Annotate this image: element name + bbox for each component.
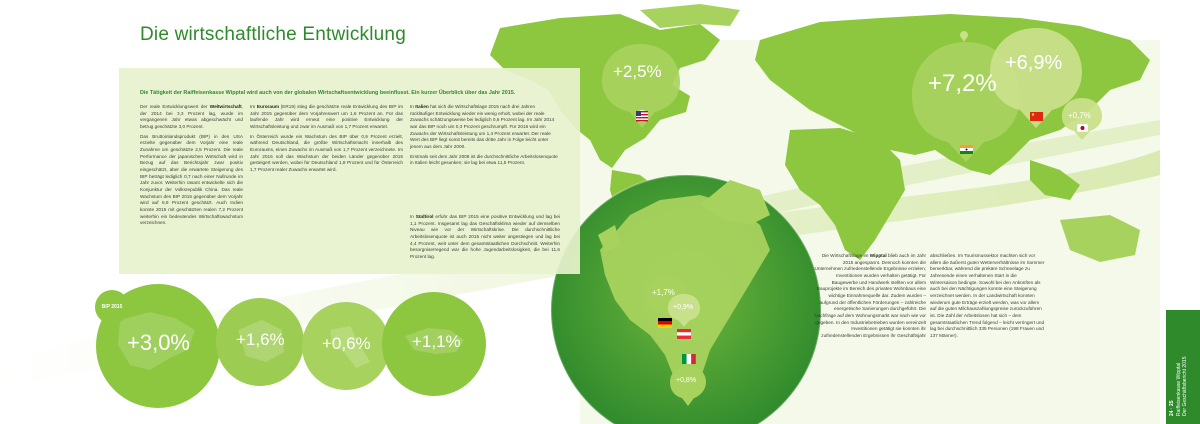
region-value-italy: +0,6% <box>322 334 371 353</box>
paragraph: Das Bruttoinlandsprodukt (BIP) in den USA erzielte gegenüber dem Vorjahr eine reale Zunahme um geschätzte 2,5 Prozent. Die reale Performance der japanischen Wirtschaft wird in Bezug auf das Berichtsjahr zwar positiv eingeschätzt, aber die erwartete Steigerung des BIP beträgt lediglich 0,7 nach einer Nullrunde im Jahr zuvor. Weiterhin rasant entwickelte sich die Konjunktur der Volksrepublik China. Das reale Wachstum des BIP 2015 gegenüber dem Vorjahr wird auf 6,9 Prozent geschätzt. Auch Indien konnte 2015 mit geschätzten realen 7,2 Prozent weiterhin ein bedeutendes Wirtschaftswachstum verzeichnen. <box>140 133 243 226</box>
report-subtitle: Der Geschäftsbericht 2015 <box>1182 356 1188 416</box>
text-column-euroraum <box>250 104 403 177</box>
paragraph: In Italien hat sich die Wirtschaftslage 2015 nach drei Jahren rückläufiger Entwicklung wieder ein wenig erholt, wobei der reale Zuwachs schätzungsweise bei lediglich 0,6 Prozent lag. Im Jahr 2014 war das BIP noch um 0,3 Prozent geschrumpft. Für 2016 wird ein Zuwachs der Wirtschaftsleistung um 1,4 Prozent erwartet. Der reale Wert des BIP liegt somit bereits das dritte Jahr in Folge leicht unter jenem aus dem Jahr 2000. <box>410 104 555 150</box>
region-value-euroraum: +1,6% <box>236 330 285 349</box>
report-name: Raiffeisenkasse Wipptal <box>1175 362 1182 416</box>
bubble-value-japan: +0,7% <box>1068 111 1091 120</box>
text-column-world <box>140 104 243 230</box>
legend-label: BIP 2015 <box>969 32 990 38</box>
bubble-value-germany: +1,7% <box>652 288 675 297</box>
region-value-world: +3,0% <box>127 330 190 355</box>
side-tab-text <box>1169 316 1189 416</box>
bubble-value-austria: +0,9% <box>673 304 694 311</box>
paragraph: Die Wirtschaftslage im Wipptal blieb auch im Jahr 2015 angespannt. Dennoch konnten die Unternehmen zufriedenstellende Ergebnisse erzielen; Investitionen wurden verhalten getätigt. Für Baugewerbe und Handwerk stellten vor allem Bauprojekte im Bereich des privaten Wohnbaus eine wichtige Einnahmequelle dar. Zudem wurden – aufgrund der öffentlichen Förderungen – zahlreiche energetische Sanierungen durchgeführt. Die Nachfrage auf dem Wohnungsmarkt war nach wie vor gegeben. In den Industriebetrieben wurden vereinzelt Investitionen getätigt sie konnten ihr zufriedenstellenden Ergebnissen ihr Geschäftsjahr <box>814 253 926 339</box>
text-column-wipptal-continued <box>930 253 1045 343</box>
region-value-suedtirol: +1,1% <box>412 332 461 351</box>
us-flag-icon <box>636 110 648 122</box>
at-flag-icon <box>677 329 691 339</box>
bubble-value-usa: +2,5% <box>613 62 662 81</box>
paragraph: In Österreich wurde ein Wachstum des BIP über 0,9 Prozent erzielt, während Deutschland, die größte Wirtschaftsmacht innerhalb des Euroraums, einen Zuwachs im Ausmaß von 1,7 Prozent verzeichnete. Im Jahr 2016 soll das Wachstum der beiden Länder gegenüber 2015 gesteigert werden, wobei für Deutschland 1,8 Prozent und für Österreich 1,7 Prozent realer Zuwachs erwartet wird. <box>250 133 403 173</box>
bubble-value-china: +6,9% <box>1005 52 1063 74</box>
side-tab <box>1166 310 1200 424</box>
paragraph: abschließen. Im Tourismussektor machten sich vor allem die äußerst guten Wetterverhältnisse im Sommer bemerkbar, während die prekäre Schneelage zu Jahresende einen verhaltenen Start in die Wintersaison bedingte. Sowohl bei den Ankünften als auch bei den Nächtigungen konnte eine Steigerung verzeichnet werden. In der Landwirtschaft konnten wiederum gute Erträge erzielt werden, was vor allem auf die guten Milchauszahlungspreise zurückzuführen ist. Die Zahl der Arbeitslosen hat sich – dem gesamtstaatlichen Trend folgend – leicht verringert und lag bei durchschnittlich 335 Personen (198 Frauen und 137 Männer). <box>930 253 1045 339</box>
paragraph: In Südtirol erfuhr das BIP 2015 eine positive Entwicklung und lag bei 1,1 Prozent. Insgesamt lag das Geschäftsklima wieder auf demselben Niveau wie vor der Wirtschaftskrise. Die durchschnittliche Arbeitslosenquote ist auch 2015 nicht weiter angestiegen und lag bei 4,4 Prozent, weit unter dem gesamtstaatlichen Durchschnitt. Weiterhin besorgniserregend war die hohe Jugendarbeitslosigkeit, die bei 11,6 Prozent lag. <box>410 214 560 260</box>
greenland-shape <box>640 4 740 28</box>
page-numbers: 24 · 25 <box>1169 400 1175 416</box>
cn-flag-icon <box>1030 112 1043 121</box>
text-column-wipptal <box>814 253 926 343</box>
page-title: Die wirtschaftliche Entwicklung <box>140 24 406 45</box>
in-flag-icon <box>960 145 973 154</box>
bip-badge: BIP 2015 <box>95 290 129 324</box>
de-flag-icon <box>658 318 672 328</box>
bubble-value-italy: +0,8% <box>676 377 697 384</box>
bubble-value-india: +7,2% <box>928 70 997 97</box>
text-column-suedtirol <box>410 214 560 264</box>
paragraph: Erstmals seit dem Jahr 2008 ist die durchschnittliche Arbeitslosenquote in Italien leicht gesunken; sie lag bei etwa 11,5 Prozent. <box>410 153 558 166</box>
paragraph: Im Euroraum (ER19) stieg die geschätzte reale Entwicklung des BIP im Jahr 2015 gegenüber dem Vorjahreswert um 1,6 Prozent an. Für das laufende Jahr wird erneut eine positive Entwicklung der Wirtschaftsleistung und zwar im Ausmaß von 1,7 Prozent erwartet. <box>250 104 403 130</box>
paragraph: Der reale Entwicklungswert der Weltwirtschaft, der 2014 bei 3,3 Prozent lag, wurde im vergangenen Jahr etwas abgeschwächt und betrug geschätzte 3,0 Prozent. <box>140 104 243 130</box>
jp-flag-icon <box>1077 124 1088 132</box>
text-column-italy <box>410 104 560 170</box>
it-flag-icon <box>682 354 696 364</box>
intro-lead: Die Tätigkeit der Raiffeisenkasse Wipptal wird auch von der globalen Wirtschaftsentwicklung beeinflusst. Ein kurzer Überblick über das Jahr 2015. <box>140 90 516 96</box>
